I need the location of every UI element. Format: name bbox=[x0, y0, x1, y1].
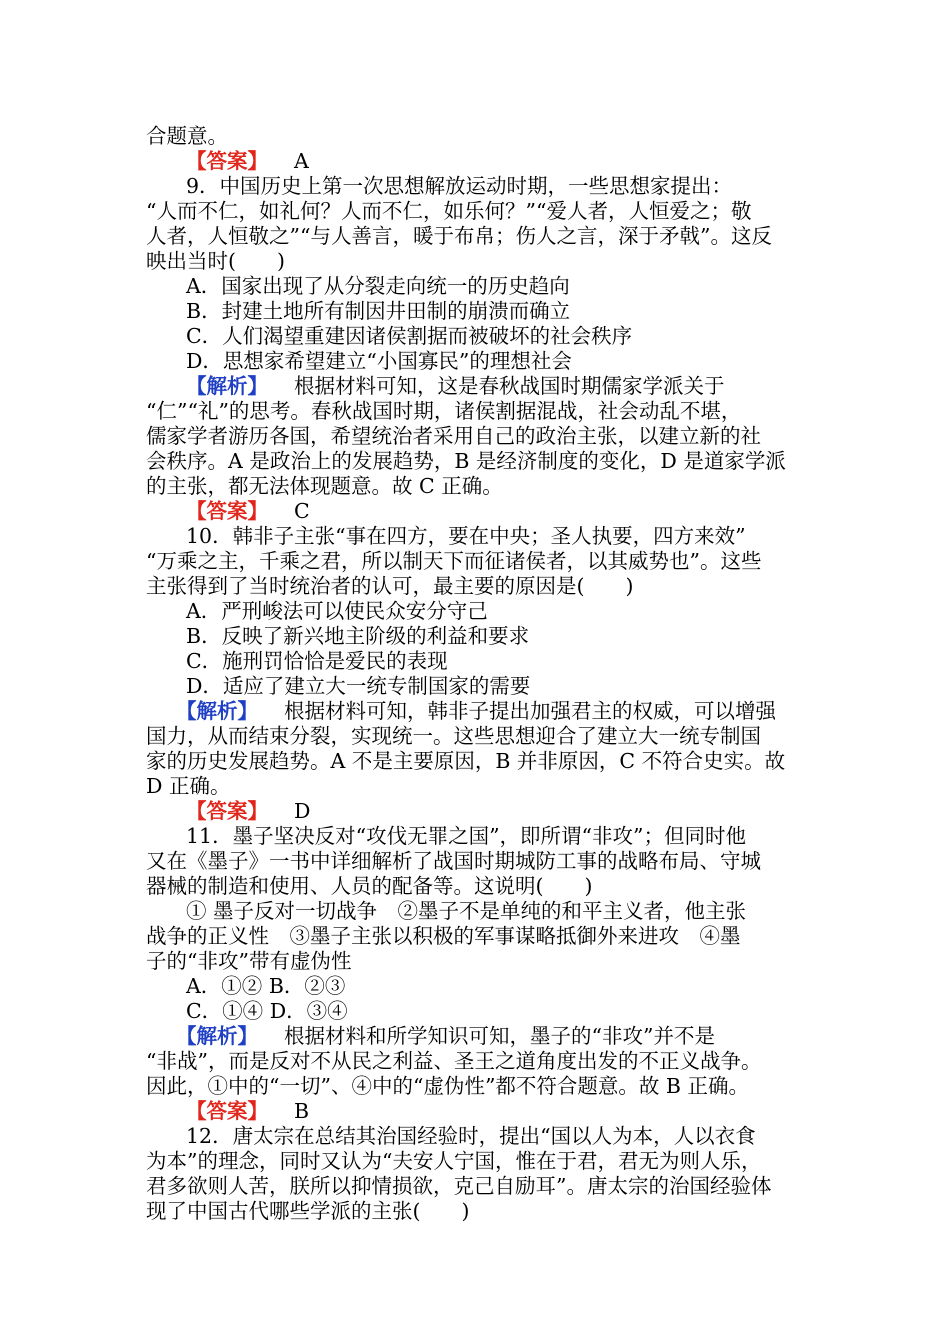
option-c: C．人们渴望重建因诸侯割据而被破坏的社会秩序 bbox=[186, 324, 633, 348]
answer-value: A bbox=[294, 149, 309, 173]
text-line: 的主张，都无法体现题意。故 C 正确。 bbox=[146, 474, 503, 498]
text-line: “仁”“礼”的思考。春秋战国时期，诸侯割据混战，社会动乱不堪， bbox=[146, 399, 742, 423]
text-line: 现了中国古代哪些学派的主张( ) bbox=[146, 1199, 470, 1223]
answer-line-11 bbox=[186, 1099, 866, 1124]
text-line: 主张得到了当时统治者的认可，最主要的原因是( ) bbox=[146, 574, 634, 598]
question-11-stem: 11．墨子坚决反对“攻伐无罪之国”，即所谓“非攻”；但同时他 bbox=[186, 824, 747, 848]
text-line: 又在《墨子》一书中详细解析了战国时期城防工事的战略布局、守城 bbox=[146, 849, 761, 873]
analysis-tag: 【解析】 bbox=[186, 374, 268, 398]
analysis-tag: 【解析】 bbox=[176, 699, 258, 723]
options-cd: C．①④ D．③④ bbox=[186, 999, 348, 1023]
question-9-stem: 9．中国历史上第一次思想解放运动时期，一些思想家提出： bbox=[186, 174, 733, 198]
text-line: 合题意。 bbox=[146, 124, 228, 148]
option-d: D．思想家希望建立“小国寡民”的理想社会 bbox=[186, 349, 572, 373]
answer-line-9 bbox=[186, 499, 866, 524]
answer-value: B bbox=[294, 1099, 310, 1123]
analysis-text: 根据材料可知，韩非子提出加强君主的权威，可以增强 bbox=[284, 699, 776, 723]
options-ab: A．①② B．②③ bbox=[186, 974, 346, 998]
text-line: “人而不仁，如礼何？人而不仁，如乐何？”“爱人者，人恒爱之；敬 bbox=[146, 199, 752, 223]
analysis-text: 根据材料可知，这是春秋战国时期儒家学派关于 bbox=[294, 374, 725, 398]
option-c: C．施刑罚恰恰是爱民的表现 bbox=[186, 649, 448, 673]
text-line: 子的“非攻”带有虚伪性 bbox=[146, 949, 352, 973]
text-line: ① 墨子反对一切战争 ②墨子不是单纯的和平主义者，他主张 bbox=[186, 899, 747, 923]
text-line: 因此，①中的“一切”、④中的“虚伪性”都不符合题意。故 B 正确。 bbox=[146, 1074, 750, 1098]
text-line: “万乘之主，千乘之君，所以制天下而征诸侯者，以其威势也”。这些 bbox=[146, 549, 762, 573]
text-line: 家的历史发展趋势。A 不是主要原因，B 并非原因，C 不符合史实。故 bbox=[146, 749, 786, 773]
text-line: 映出当时( ) bbox=[146, 249, 285, 273]
analysis-line-11 bbox=[176, 1024, 856, 1049]
answer-tag: 【答案】 bbox=[186, 1099, 268, 1123]
option-d: D．适应了建立大一统专制国家的需要 bbox=[186, 674, 531, 698]
text-line: 会秩序。A 是政治上的发展趋势，B 是经济制度的变化，D 是道家学派 bbox=[146, 449, 786, 473]
question-12-stem: 12．唐太宗在总结其治国经验时，提出“国以人为本，人以衣食 bbox=[186, 1124, 756, 1148]
answer-value: D bbox=[294, 799, 311, 823]
analysis-text: 根据材料和所学知识可知，墨子的“非攻”并不是 bbox=[284, 1024, 715, 1048]
answer-tag: 【答案】 bbox=[186, 149, 268, 173]
option-a: A．严刑峻法可以使民众安分守己 bbox=[186, 599, 488, 623]
analysis-line-10 bbox=[176, 699, 856, 724]
question-10-stem: 10．韩非子主张“事在四方，要在中央；圣人执要，四方来效” bbox=[186, 524, 746, 548]
text-line: 国力，从而结束分裂，实现统一。这些思想迎合了建立大一统专制国 bbox=[146, 724, 761, 748]
text-line: 战争的正义性 ③墨子主张以积极的军事谋略抵御外来进攻 ④墨 bbox=[146, 924, 741, 948]
analysis-line-9 bbox=[186, 374, 866, 399]
answer-line-8 bbox=[186, 149, 866, 174]
answer-value: C bbox=[294, 499, 310, 523]
analysis-tag: 【解析】 bbox=[176, 1024, 258, 1048]
text-line: 儒家学者游历各国，希望统治者采用自己的政治主张，以建立新的社 bbox=[146, 424, 761, 448]
option-b: B．反映了新兴地主阶级的利益和要求 bbox=[186, 624, 530, 648]
answer-tag: 【答案】 bbox=[186, 799, 268, 823]
text-line: 器械的制造和使用、人员的配备等。这说明( ) bbox=[146, 874, 593, 898]
option-b: B．封建土地所有制因井田制的崩溃而确立 bbox=[186, 299, 571, 323]
text-line: 君多欲则人苦，朕所以抑情损欲，克己自励耳”。唐太宗的治国经验体 bbox=[146, 1174, 772, 1198]
text-line: D 正确。 bbox=[146, 774, 231, 798]
text-line: “非战”，而是反对不从民之利益、圣王之道角度出发的不正义战争。 bbox=[146, 1049, 762, 1073]
text-line: 为本”的理念，同时又认为“夫安人宁国，惟在于君，君无为则人乐， bbox=[146, 1149, 762, 1173]
text-line: 人者，人恒敬之”“与人善言，暖于布帛；伤人之言，深于矛戟”。这反 bbox=[146, 224, 772, 248]
answer-line-10 bbox=[186, 799, 866, 824]
answer-tag: 【答案】 bbox=[186, 499, 268, 523]
option-a: A．国家出现了从分裂走向统一的历史趋向 bbox=[186, 274, 570, 298]
